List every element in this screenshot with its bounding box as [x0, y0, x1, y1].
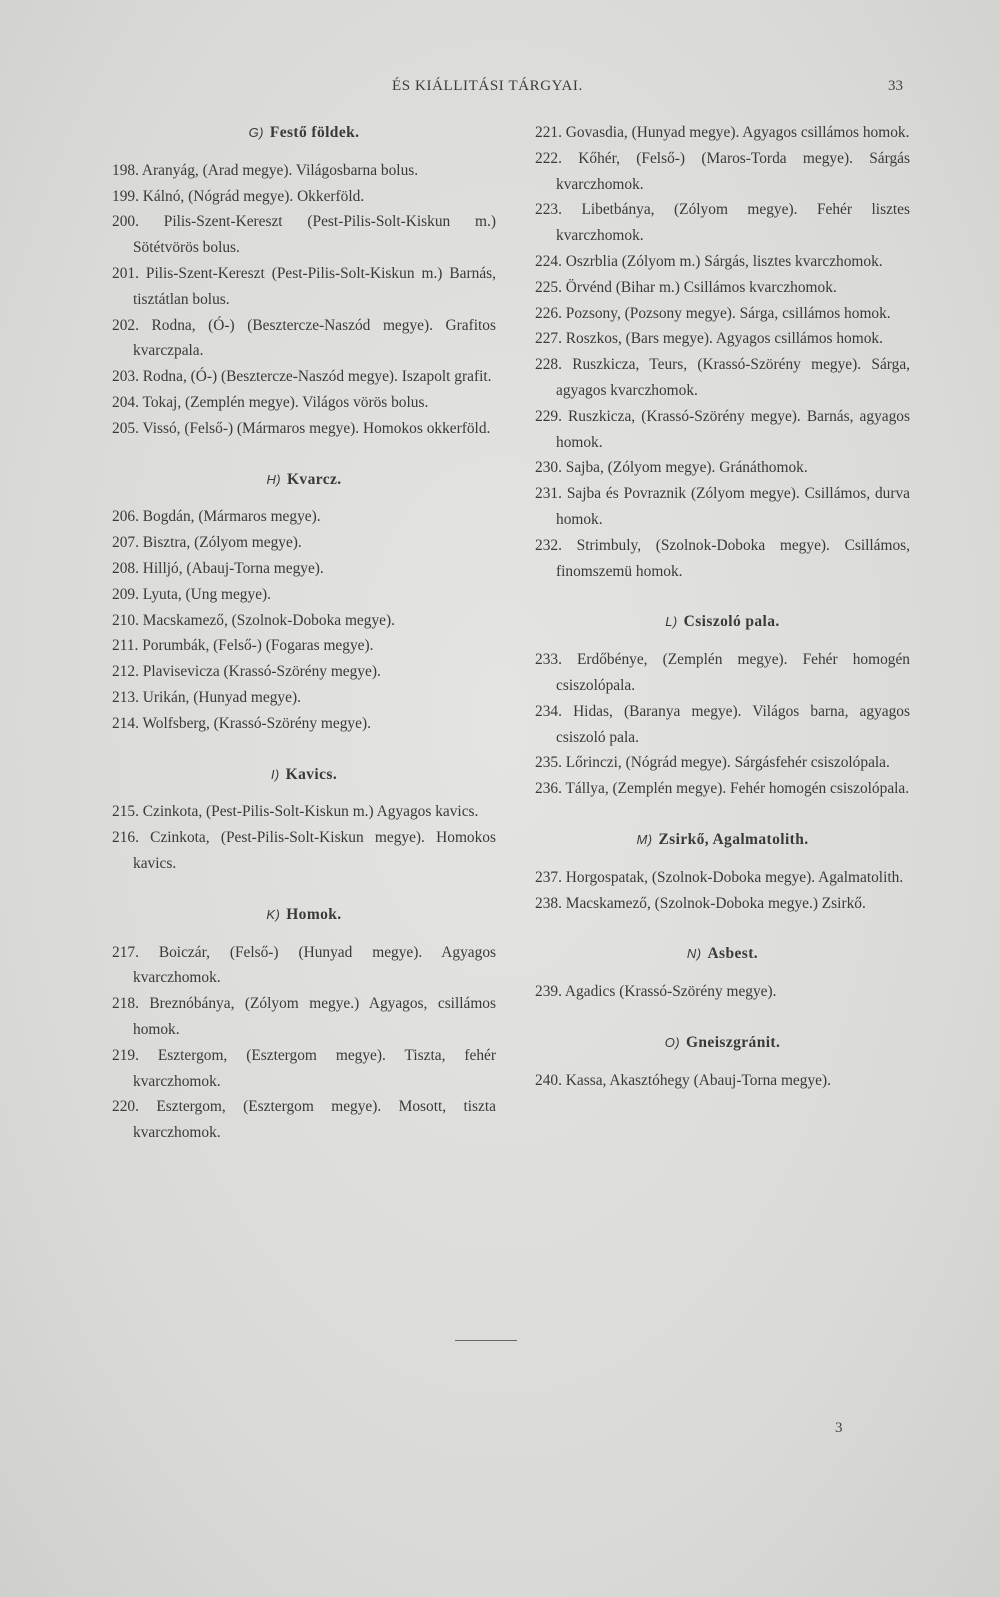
catalog-entry: 229. Ruszkicza, (Krassó-Szörény megye). Barnás, agyagos homok.: [535, 407, 910, 451]
catalog-entry: 205. Vissó, (Felső-) (Mármaros megye). Homokos okkerföld.: [112, 419, 491, 437]
running-title: ÉS KIÁLLITÁSI TÁRGYAI.: [392, 78, 583, 94]
catalog-entry: 234. Hidas, (Baranya megye). Világos barna, agyagos csiszoló pala.: [535, 702, 910, 746]
section-title: Asbest.: [707, 945, 759, 963]
catalog-entry: 222. Kőhér, (Felső-) (Maros-Torda megye). Sárgás kvarczhomok.: [535, 149, 910, 193]
catalog-entry: 215. Czinkota, (Pest-Pilis-Solt-Kiskun m.) Agyagos kavics.: [112, 803, 479, 821]
catalog-entry: 199. Kálnó, (Nógrád megye). Okkerföld.: [112, 187, 365, 205]
catalog-entry: 201. Pilis-Szent-Kereszt (Pest-Pilis-Solt-Kiskun m.) Barnás, tisztátlan bolus.: [112, 264, 496, 308]
catalog-entry: 238. Macskamező, (Szolnok-Doboka megye.) Zsirkő.: [535, 894, 866, 912]
catalog-entry: 225. Örvénd (Bihar m.) Csillámos kvarczhomok.: [535, 278, 837, 296]
catalog-entry: 232. Strimbuly, (Szolnok-Doboka megye). Csillámos, finomszemü homok.: [535, 536, 910, 580]
section-heading: [112, 762, 496, 788]
page-number: 33: [888, 78, 903, 94]
footer-rule: [455, 1340, 517, 1341]
catalog-entry: 224. Oszrblia (Zólyom m.) Sárgás, lisztes kvarczhomok.: [535, 252, 883, 270]
catalog-entry: 220. Esztergom, (Esztergom megye). Mosott, tiszta kvarczhomok.: [112, 1098, 496, 1142]
catalog-entry: 221. Govasdia, (Hunyad megye). Agyagos csillámos homok.: [535, 124, 910, 141]
catalog-entry: 239. Agadics (Krassó-Szörény megye).: [535, 983, 777, 1001]
section-letter: N): [686, 946, 702, 962]
section-heading: [535, 609, 910, 635]
heading-gap: [535, 1056, 910, 1068]
section-letter: O): [664, 1034, 680, 1050]
section-heading: [112, 120, 496, 146]
section-letter: I): [270, 766, 280, 782]
catalog-entry: 218. Breznóbánya, (Zólyom megye.) Agyagos, csillámos homok.: [112, 995, 496, 1038]
catalog-entry: 214. Wolfsberg, (Krassó-Szörény megye).: [112, 714, 371, 732]
catalog-entry: 212. Plavisevicza (Krassó-Szörény megye).: [112, 663, 381, 681]
catalog-entry: 223. Libetbánya, (Zólyom megye). Fehér lisztes kvarczhomok.: [535, 201, 910, 245]
section-letter: K): [266, 906, 281, 922]
catalog-entry: 217. Boiczár, (Felső-) (Hunyad megye). Agyagos kvarczhomok.: [112, 943, 496, 987]
section-gap: [535, 916, 910, 941]
catalog-entry: 230. Sajba, (Zólyom megye). Gránáthomok.: [535, 459, 808, 477]
right-column: [535, 120, 910, 1094]
catalog-entry: 210. Macskamező, (Szolnok-Doboka megye).: [112, 611, 395, 629]
section-heading: [535, 827, 910, 853]
left-column: [112, 120, 496, 1146]
section-title: Gneiszgránit.: [685, 1033, 781, 1051]
catalog-entry: 226. Pozsony, (Pozsony megye). Sárga, csillámos homok.: [535, 304, 891, 322]
signature-mark: 3: [835, 1420, 843, 1436]
heading-gap: [112, 492, 496, 504]
running-head: [0, 78, 1000, 100]
section-letter: L): [665, 614, 678, 630]
section-gap: [535, 1005, 910, 1030]
section-gap: [112, 737, 496, 762]
section-gap: [535, 802, 910, 827]
catalog-entry: 219. Esztergom, (Esztergom megye). Tiszta, fehér kvarczhomok.: [112, 1046, 496, 1090]
catalog-entry: 235. Lőrinczi, (Nógrád megye). Sárgásfehér csiszolópala.: [535, 754, 890, 772]
heading-gap: [112, 928, 496, 940]
catalog-entry: 216. Czinkota, (Pest-Pilis-Solt-Kiskun megye). Homokos kavics.: [112, 829, 496, 872]
catalog-entry: 198. Aranyág, (Arad megye). Világosbarna bolus.: [112, 161, 419, 179]
catalog-entry: 231. Sajba és Povraznik (Zólyom megye). Csillámos, durva homok.: [535, 485, 910, 528]
section-title: Festő földek.: [269, 124, 360, 141]
heading-gap: [535, 853, 910, 865]
section-title: Zsirkő, Agalmatolith.: [658, 830, 809, 848]
catalog-entry: 228. Ruszkicza, Teurs, (Krassó-Szörény megye). Sárga, agyagos kvarczhomok.: [535, 356, 910, 399]
catalog-entry: 211. Porumbák, (Felső-) (Fogaras megye).: [112, 637, 374, 655]
section-gap: [535, 584, 910, 609]
catalog-entry: 236. Tállya, (Zemplén megye). Fehér homogén csiszolópala.: [535, 780, 910, 798]
section-heading: [535, 941, 910, 967]
section-letter: G): [248, 125, 264, 140]
section-letter: M): [636, 831, 653, 847]
section-gap: [112, 877, 496, 902]
catalog-entry: 213. Urikán, (Hunyad megye).: [112, 688, 301, 706]
section-letter: H): [266, 471, 281, 487]
catalog-entry: 207. Bisztra, (Zólyom megye).: [112, 534, 302, 552]
catalog-entry: 204. Tokaj, (Zemplén megye). Világos vörös bolus.: [112, 393, 429, 411]
catalog-entry: 227. Roszkos, (Bars megye). Agyagos csillámos homok.: [535, 330, 883, 348]
section-heading: [112, 902, 496, 928]
section-heading: [112, 467, 496, 493]
catalog-entry: 206. Bogdán, (Mármaros megye).: [112, 508, 321, 526]
catalog-entry: 240. Kassa, Akasztóhegy (Abauj-Torna megye).: [535, 1071, 831, 1089]
catalog-entry: 203. Rodna, (Ó-) (Besztercze-Naszód megye). Iszapolt grafit.: [112, 368, 492, 386]
catalog-entry: 233. Erdőbénye, (Zemplén megye). Fehér homogén csiszolópala.: [535, 651, 910, 694]
catalog-entry: 237. Horgospatak, (Szolnok-Doboka megye). Agalmatolith.: [535, 868, 904, 886]
section-gap: [112, 442, 496, 467]
heading-gap: [535, 635, 910, 647]
catalog-entry: 200. Pilis-Szent-Kereszt (Pest-Pilis-Solt-Kiskun m.) Sötétvörös bolus.: [112, 213, 496, 257]
section-title: Homok.: [286, 905, 342, 923]
section-heading: [535, 1030, 910, 1056]
catalog-entry: 208. Hilljó, (Abauj-Torna megye).: [112, 559, 324, 577]
catalog-entry: 209. Lyuta, (Ung megye).: [112, 585, 272, 603]
section-title: Kavics.: [285, 765, 338, 783]
section-title: Kvarcz.: [286, 470, 342, 488]
heading-gap: [112, 787, 496, 799]
heading-gap: [535, 967, 910, 979]
catalog-entry: 202. Rodna, (Ó-) (Besztercze-Naszód megye). Grafitos kvarczpala.: [112, 316, 496, 360]
heading-gap: [112, 146, 496, 158]
section-title: Csiszoló pala.: [683, 613, 780, 631]
